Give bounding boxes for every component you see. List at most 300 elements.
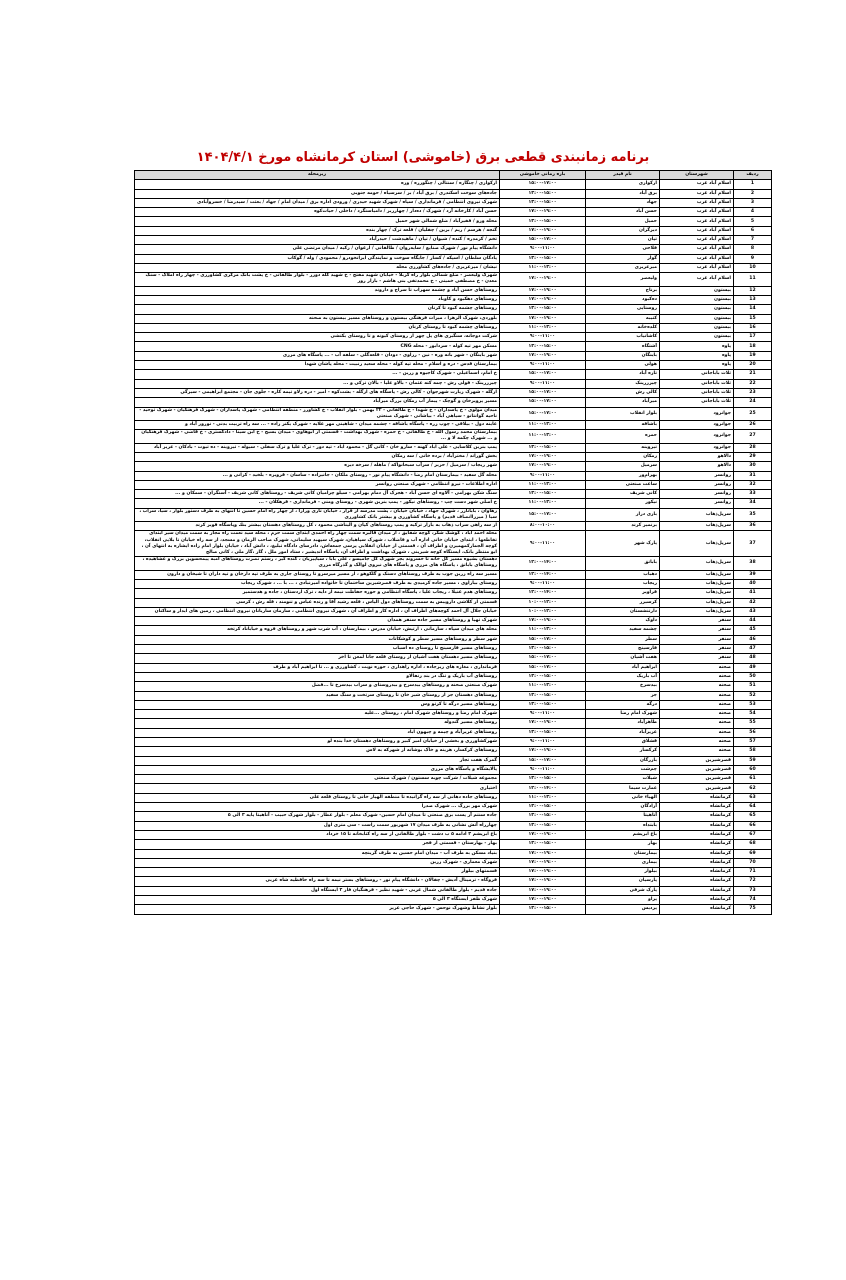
- area-cell: شهرک صنعتی صحنه و روستاهای بیدسرخ و بیدروستای و سراب بیدسرخ تا ...فضل: [135, 682, 500, 691]
- area-cell: پمپ بنزین کلاسایی - علی اباد کهنه - سارو خان - کانی گل - محمود اباد - تپه دور - ترک علیا و ترک سفلی - سیوله - تیروینه - ده تیوت - بادکان - عزیز آباد: [135, 443, 500, 452]
- row-number: 56: [734, 728, 772, 737]
- time-cell: ۱۷:۰۰-۱۹:۰۰: [500, 452, 586, 461]
- feeder-cell: عزیزآباد: [586, 728, 660, 737]
- feeder-cell: بیدسرخ: [586, 682, 660, 691]
- time-cell: ۱۳:۰۰-۱۵:۰۰: [500, 672, 586, 681]
- feeder-cell: جر: [586, 691, 660, 700]
- time-cell: ۱۲:۰۰-۱۴:۰۰: [500, 784, 586, 793]
- city-cell: جوانرود: [660, 430, 734, 443]
- table-row: [135, 840, 772, 849]
- area-cell: مسیر پرویزخان و گوچک - پیماز آب زمکان بزرگ میرآباد: [135, 398, 500, 407]
- area-cell: از سه راهی سراب ذهاب به بازار ترکیه و پمپ روستاهای کپان و الیناشی محمود ، کل روستاهای دهستان بیشتر بنك وپاسگاه قوبر کرند: [135, 522, 500, 531]
- table-row: [135, 607, 772, 616]
- area-cell: اداره اطلاعات - نیرو انتظامی - شهرک صنعتی روانسر: [135, 480, 500, 489]
- time-cell: ۱۵:۰۰-۱۷:۰۰: [500, 508, 586, 521]
- feeder-cell: ابراهیم آباد: [586, 663, 660, 672]
- row-number: 58: [734, 747, 772, 756]
- table-row: [135, 226, 772, 235]
- city-cell: اسلام آباد غرب: [660, 236, 734, 245]
- time-cell: ۱۵:۰۰-۱۷:۰۰: [500, 370, 586, 379]
- table-row: [135, 522, 772, 531]
- time-cell: ۱۳:۰۰-۱۵:۰۰: [500, 691, 586, 700]
- row-number: 14: [734, 305, 772, 314]
- table-row: [135, 443, 772, 452]
- time-cell: ۹:۰۰-۱۱:۰۰: [500, 531, 586, 557]
- row-number: 72: [734, 877, 772, 886]
- city-cell: اسلام آباد غرب: [660, 226, 734, 235]
- city-cell: بیستون: [660, 305, 734, 314]
- area-cell: روستاهای چشمه کبود تا روستای کرنان: [135, 323, 500, 332]
- city-cell: اسلام آباد غرب: [660, 254, 734, 263]
- table-row: [135, 886, 772, 895]
- time-cell: ۱۳:۰۰-۱۵:۰۰: [500, 812, 586, 821]
- table-row: [135, 877, 772, 886]
- row-number: 15: [734, 314, 772, 323]
- area-cell: تخم / کرمدره / کنده / شیوان / تپان / ماهیدشت / حیدرآباد: [135, 236, 500, 245]
- table-row: [135, 263, 772, 272]
- header-row-number: ردیف: [734, 171, 772, 180]
- table-row: [135, 398, 772, 407]
- feeder-cell: چیرزرینک: [586, 379, 660, 388]
- table-row: [135, 189, 772, 198]
- city-cell: پاوه: [660, 361, 734, 370]
- area-cell: بهار - بهارستان - قسمتی از فجر: [135, 840, 500, 849]
- time-cell: ۱۱:۰۰-۱۳:۰۰: [500, 480, 586, 489]
- table-row: [135, 342, 772, 351]
- time-cell: ۱۵:۰۰-۱۷:۰۰: [500, 756, 586, 765]
- row-number: 22: [734, 379, 772, 388]
- row-number: 41: [734, 589, 772, 598]
- city-cell: کرمانشاه: [660, 905, 734, 914]
- table-row: [135, 420, 772, 429]
- time-cell: ۱۳:۰۰-۱۵:۰۰: [500, 189, 586, 198]
- row-number: 5: [734, 217, 772, 226]
- time-cell: ۱۷:۰۰-۱۹:۰۰: [500, 830, 586, 839]
- feeder-cell: قشلاق: [586, 737, 660, 746]
- table-row: [135, 784, 772, 793]
- city-cell: صحنه: [660, 710, 734, 719]
- time-cell: ۹:۰۰-۱۱:۰۰: [500, 333, 586, 342]
- area-cell: روستاهای عزیزآباد و چیمه و چیهون اباد: [135, 728, 500, 737]
- time-cell: ۱۱:۰۰-۱۳:۰۰: [500, 323, 586, 332]
- row-number: 51: [734, 682, 772, 691]
- area-cell: روستاهای جاده دهانی ار سه راه گرانیده تا منطقه الهیار خانی تا روستای قلعه علی: [135, 793, 500, 802]
- time-cell: ۱۲:۰۰-۱۴:۰۰: [500, 570, 586, 579]
- feeder-cell: کرکسار: [586, 747, 660, 756]
- row-number: 30: [734, 462, 772, 471]
- row-number: 21: [734, 370, 772, 379]
- table-row: [135, 295, 772, 304]
- city-cell: صحنه: [660, 747, 734, 756]
- table-row: [135, 663, 772, 672]
- table-row: [135, 868, 772, 877]
- row-number: 23: [734, 388, 772, 397]
- table-row: [135, 180, 772, 189]
- feeder-cell: فارسینج: [586, 645, 660, 654]
- city-cell: کرمانشاه: [660, 840, 734, 849]
- city-cell: اسلام آباد غرب: [660, 245, 734, 254]
- time-cell: ۱۲:۰۰-۱۴:۰۰: [500, 589, 586, 598]
- city-cell: کرمانشاه: [660, 858, 734, 867]
- table-row: [135, 208, 772, 217]
- row-number: 9: [734, 254, 772, 263]
- feeder-cell: سطر: [586, 635, 660, 644]
- feeder-cell: پارک شهر: [586, 531, 660, 557]
- feeder-cell: بابتداه: [586, 821, 660, 830]
- time-cell: ۱۳:۰۰-۱۵:۰۰: [500, 821, 586, 830]
- area-cell: ازگله - شهرک زیارت شهرجوان - کالی رش - پاسگاه های ازگله - بشت‌کوه - امیر - دره زلاو تیمه کاره - جلوی جان - مجتمع ابراهیمی - سیرگی: [135, 388, 500, 397]
- city-cell: سنقر: [660, 654, 734, 663]
- area-cell: خ اصلی شهر دست چپ - روستاهای نیکور - پمپ بنزین شهری - روستای ومنی - فرمانداری - قرهکلان - ...: [135, 499, 500, 508]
- time-cell: ۱۳:۰۰-۱۵:۰۰: [500, 443, 586, 452]
- row-number: 33: [734, 490, 772, 499]
- city-cell: سرپل‌ذهاب: [660, 598, 734, 607]
- area-cell: نیشان / میرعزیزی / جاده‌های کشاورزی محله: [135, 263, 500, 272]
- table-row: [135, 499, 772, 508]
- row-number: 61: [734, 775, 772, 784]
- time-cell: ۱۳:۰۰-۱۵:۰۰: [500, 728, 586, 737]
- feeder-cell: فلاحی: [586, 245, 660, 254]
- time-cell: ۱۷:۰۰-۱۹:۰۰: [500, 719, 586, 728]
- feeder-cell: قراویز: [586, 589, 660, 598]
- city-cell: جوانرود: [660, 407, 734, 420]
- city-cell: صحنه: [660, 728, 734, 737]
- feeder-cell: ریجاب: [586, 579, 660, 588]
- feeder-cell: کالی رش: [586, 388, 660, 397]
- feeder-cell: بهار: [586, 840, 660, 849]
- row-number: 36: [734, 522, 772, 531]
- time-cell: ۸:۰۰-۱۰:۰۰: [500, 522, 586, 531]
- area-cell: بیمارستان محمد رسول الله - خ طالقانی - خ حمزه - شهرک بهداشت - قسمتی از ابوهاوی - میدان بسیج - خ ابن سینا - دادگستری - خ قاضی - شهرک فرهنگیان و ... شهرک چکمه لا و ...: [135, 430, 500, 443]
- area-cell: گمرک هفت تجار: [135, 756, 500, 765]
- feeder-cell: داوک: [586, 617, 660, 626]
- row-number: 38: [734, 557, 772, 570]
- area-cell: پالایشگاه و پاسگاه های مرزی: [135, 765, 500, 774]
- row-number: 19: [734, 351, 772, 360]
- table-row: [135, 775, 772, 784]
- area-cell: اختیاری: [135, 784, 500, 793]
- feeder-cell: ساعت صنعتی: [586, 480, 660, 489]
- header-city: شهرستان: [660, 171, 734, 180]
- row-number: 11: [734, 273, 772, 286]
- area-cell: چهارراه آتش نشانی به طرف میدان ۱۷ شهریور سمت راست - سی متری اول: [135, 821, 500, 830]
- city-cell: کرمانشاه: [660, 793, 734, 802]
- table-row: [135, 747, 772, 756]
- time-cell: ۱۱:۰۰-۱۳:۰۰: [500, 626, 586, 635]
- city-cell: جوانرود: [660, 420, 734, 429]
- feeder-cell: تازه آباد: [586, 370, 660, 379]
- table-row: [135, 803, 772, 812]
- city-cell: اسلام آباد غرب: [660, 273, 734, 286]
- area-cell: شهرکشاورزی و بخشی از خیابان امیر کبیر و روستاهای دهستان خدا بنده لو: [135, 737, 500, 746]
- feeder-cell: گوار: [586, 254, 660, 263]
- table-body: [135, 180, 772, 914]
- row-number: 17: [734, 333, 772, 342]
- outage-schedule-table: [134, 170, 772, 915]
- row-number: 55: [734, 719, 772, 728]
- area-cell: میدان مولوی - خ پاسداران - خ شهدا - خ طالقانی - ۲۲ بهمن - بلوار انقلاب - خ کشاورز - منطقه انتظامی - شهرک پاسداران - شهرک فرهنگیان - شهرک توحید - ناحیه گوانتانو - سیاهی آباد - بیاشانی - شهرک صنعتی: [135, 407, 500, 420]
- city-cell: صحنه: [660, 691, 734, 700]
- table-row: [135, 793, 772, 802]
- table-row: [135, 379, 772, 388]
- time-cell: ۱۵:۰۰-۱۷:۰۰: [500, 236, 586, 245]
- city-cell: ثلاث باباجانی: [660, 398, 734, 407]
- feeder-cell: ارکوازی: [586, 180, 660, 189]
- row-number: 47: [734, 645, 772, 654]
- row-number: 4: [734, 208, 772, 217]
- feeder-cell: دارتنشستان: [586, 607, 660, 616]
- table-row: [135, 756, 772, 765]
- table-row: [135, 490, 772, 499]
- feeder-cell: کتیبه: [586, 314, 660, 323]
- row-number: 18: [734, 342, 772, 351]
- city-cell: بیستون: [660, 286, 734, 295]
- city-cell: سرپل‌ذهاب: [660, 570, 734, 579]
- table-row: [135, 333, 772, 342]
- table-row: [135, 849, 772, 858]
- table-row: [135, 557, 772, 570]
- time-cell: ۹:۰۰-۱۱:۰۰: [500, 737, 586, 746]
- row-number: 52: [734, 691, 772, 700]
- row-number: 66: [734, 821, 772, 830]
- feeder-cell: ده‌کبود: [586, 295, 660, 304]
- feeder-cell: باشاقه: [586, 420, 660, 429]
- time-cell: ۱۷:۰۰-۱۹:۰۰: [500, 351, 586, 360]
- city-cell: کرمانشاه: [660, 849, 734, 858]
- area-cell: مسیر سه راه زرین جوب به طرف روستاهای دستک و گلکوهو ، از مسیر میرسرو تا روستای جاری به طرف تپه دارخان و تپه داران تا شیخان و دارون: [135, 570, 500, 579]
- area-cell: ارکوازی / چنگاره / سنتالی / چنگوزره / وزه: [135, 180, 500, 189]
- time-cell: ۱۷:۰۰-۱۹:۰۰: [500, 462, 586, 471]
- time-cell: ۱۷:۰۰-۱۹:۰۰: [500, 295, 586, 304]
- area-cell: روستاهای حسن آباد و چشمه سهراب تا سراج و داروند: [135, 286, 500, 295]
- time-cell: ۱۳:۰۰-۱۵:۰۰: [500, 342, 586, 351]
- city-cell: سنقر: [660, 617, 734, 626]
- feeder-cell: جهاد: [586, 198, 660, 207]
- feeder-cell: عمارت سیما: [586, 784, 660, 793]
- table-row: [135, 617, 772, 626]
- area-cell: روستاهای هدم غنیلا ، ریجاب علیا ، پاسگاه انتظامی و حوزه حفاظت نیمه از دایه ، ترک اردستان ، جاده و هدستمیر: [135, 589, 500, 598]
- row-number: 62: [734, 784, 772, 793]
- feeder-cell: بهرام‌ور: [586, 471, 660, 480]
- row-number: 63: [734, 793, 772, 802]
- row-number: 29: [734, 452, 772, 461]
- area-cell: روستاهای چشمه کبود تا کرنان: [135, 305, 500, 314]
- city-cell: بیستون: [660, 333, 734, 342]
- area-cell: شهرک ظفر ایستگاه ۳ الی ۵: [135, 896, 500, 905]
- city-cell: بیستون: [660, 314, 734, 323]
- table-row: [135, 388, 772, 397]
- time-cell: ۱۷:۰۰-۱۹:۰۰: [500, 286, 586, 295]
- time-cell: ۱۳:۰۰-۱۵:۰۰: [500, 254, 586, 263]
- feeder-cell: هفت آشیان: [586, 654, 660, 663]
- feeder-cell: بیماری: [586, 858, 660, 867]
- table-row: [135, 273, 772, 286]
- time-cell: ۱۷:۰۰-۱۹:۰۰: [500, 877, 586, 886]
- area-cell: شهرک تهیا و روستاهای مسیر جاده سنقر همدان: [135, 617, 500, 626]
- area-cell: فرمانداری ، مغازه های زیرجاده ، اداره راهداری ، حوزه نوبت ، کشاورزی و ... تا ابراهیم آباد و طرف: [135, 663, 500, 672]
- row-number: 42: [734, 598, 772, 607]
- city-cell: روانسر: [660, 499, 734, 508]
- feeder-cell: آشتگاه: [586, 342, 660, 351]
- row-number: 46: [734, 635, 772, 644]
- time-cell: ۱۷:۰۰-۱۹:۰۰: [500, 747, 586, 756]
- city-cell: روانسر: [660, 480, 734, 489]
- table-row: [135, 896, 772, 905]
- table-row: [135, 351, 772, 360]
- feeder-cell: باباتق: [586, 557, 660, 570]
- time-cell: ۱۱:۰۰-۱۳:۰۰: [500, 499, 586, 508]
- feeder-cell: هولی: [586, 361, 660, 370]
- feeder-cell: باینگان: [586, 351, 660, 360]
- row-number: 34: [734, 499, 772, 508]
- time-cell: ۱۳:۰۰-۱۵:۰۰: [500, 490, 586, 499]
- table-row: [135, 245, 772, 254]
- city-cell: سرپل‌ذهاب: [660, 579, 734, 588]
- city-cell: کرمانشاه: [660, 896, 734, 905]
- table-row: [135, 462, 772, 471]
- area-cell: روستاهای مسیر درگه تا کرتو وس: [135, 700, 500, 709]
- row-number: 75: [734, 905, 772, 914]
- feeder-cell: دهباب: [586, 570, 660, 579]
- time-cell: ۹:۰۰-۱۱:۰۰: [500, 379, 586, 388]
- header-area: زیرمحله: [135, 171, 500, 180]
- city-cell: اسلام آباد غرب: [660, 263, 734, 272]
- area-cell: بلوردی، شهرک الزهرا ، میراث فرهنگی بیستون و روستاهای مسیر بیستون به صحنه: [135, 314, 500, 323]
- feeder-cell: زمکان: [586, 452, 660, 461]
- feeder-cell: طاهرآباد: [586, 719, 660, 728]
- area-cell: دانشگاه پیام نور / شهرک صنایع / سایه‌روان / طالقانی / ارغوان / زکیه / میدان مرتضی علی: [135, 245, 500, 254]
- table-row: [135, 452, 772, 461]
- row-number: 59: [734, 756, 772, 765]
- area-cell: روستاهای دهکبود و کاوباد: [135, 295, 500, 304]
- city-cell: کرمانشاه: [660, 803, 734, 812]
- time-cell: ۹:۰۰-۱۱:۰۰: [500, 710, 586, 719]
- row-number: 45: [734, 626, 772, 635]
- feeder-cell: شیلات: [586, 775, 660, 784]
- time-cell: ۱۰:۰۰-۱۲:۰۰: [500, 607, 586, 616]
- area-cell: روستاهای مسیر دهستان هفت آشیان از روستای قلعه جانا لمعن تا اخر: [135, 654, 500, 663]
- feeder-cell: میرآباد: [586, 398, 660, 407]
- city-cell: کرمانشاه: [660, 812, 734, 821]
- feeder-cell: برناج: [586, 286, 660, 295]
- time-cell: ۱۵:۰۰-۱۷:۰۰: [500, 654, 586, 663]
- city-cell: قصرشیرین: [660, 765, 734, 774]
- city-cell: اسلام آباد غرب: [660, 189, 734, 198]
- table-row: [135, 626, 772, 635]
- time-cell: ۱۷:۰۰-۱۹:۰۰: [500, 849, 586, 858]
- feeder-cell: کاشانیاب: [586, 333, 660, 342]
- time-cell: ۱۱:۰۰-۱۳:۰۰: [500, 420, 586, 429]
- table-row: [135, 719, 772, 728]
- city-cell: سنقر: [660, 645, 734, 654]
- feeder-cell: آزادگان: [586, 803, 660, 812]
- area-cell: شهرک امام رضا و روستاهای شهرک امام ، روستای ...علیه: [135, 710, 500, 719]
- feeder-cell: پارک شرقی: [586, 886, 660, 895]
- table-row: [135, 691, 772, 700]
- feeder-cell: روستایی: [586, 305, 660, 314]
- row-number: 44: [734, 617, 772, 626]
- table-row: [135, 654, 772, 663]
- feeder-cell: کرسیرز: [586, 598, 660, 607]
- feeder-cell: برق آباد: [586, 189, 660, 198]
- area-cell: شهر سطر و روستاهای مسیر سطر و کوشکانات: [135, 635, 500, 644]
- feeder-cell: کلده‌خانه: [586, 323, 660, 332]
- row-number: 74: [734, 896, 772, 905]
- area-cell: بیمارستان قدس - دره و اسلام - محله تپه کوله - محله سعید زنبیت - محله پاشان شهدا: [135, 361, 500, 370]
- row-number: 16: [734, 323, 772, 332]
- table-row: [135, 217, 772, 226]
- row-number: 1: [734, 180, 772, 189]
- row-number: 12: [734, 286, 772, 295]
- feeder-cell: دیزگران: [586, 226, 660, 235]
- table-row: [135, 430, 772, 443]
- feeder-cell: حسن آباد: [586, 208, 660, 217]
- time-cell: ۱۳:۰۰-۱۵:۰۰: [500, 645, 586, 654]
- row-number: 53: [734, 700, 772, 709]
- table-row: [135, 598, 772, 607]
- city-cell: کرمانشاه: [660, 830, 734, 839]
- feeder-cell: حمیل: [586, 217, 660, 226]
- table-row: [135, 700, 772, 709]
- area-cell: روستاهای آب باریک و تنگ در بند زنفالاو: [135, 672, 500, 681]
- row-number: 43: [734, 607, 772, 616]
- row-number: 40: [734, 579, 772, 588]
- row-number: 8: [734, 245, 772, 254]
- row-number: 10: [734, 263, 772, 272]
- city-cell: اسلام آباد غرب: [660, 217, 734, 226]
- time-cell: ۹:۰۰-۱۱:۰۰: [500, 765, 586, 774]
- area-cell: شرکت دوجانه، سنگبری های پل چهر از روستای کیونه و تا روستای بکتشی: [135, 333, 500, 342]
- city-cell: سرپل‌ذهاب: [660, 508, 734, 521]
- table-row: [135, 286, 772, 295]
- table-row: [135, 905, 772, 914]
- area-cell: حسن آباد / کارخانه آرد / شهرک / ده‌دار / چهارزبر / دامیاسنگرد / داخلی / حیات‌کوه: [135, 208, 500, 217]
- row-number: 31: [734, 471, 772, 480]
- area-cell: قسمتهای بیلوار: [135, 868, 500, 877]
- row-number: 64: [734, 803, 772, 812]
- feeder-cell: میرعزیزی: [586, 263, 660, 272]
- time-cell: ۱۳:۰۰-۱۵:۰۰: [500, 198, 586, 207]
- area-cell: جاده‌های سوخت اسکندری / برق آباد / بر / سرسیاه / حومه جنوبی: [135, 189, 500, 198]
- table-row: [135, 254, 772, 263]
- city-cell: پاوه: [660, 342, 734, 351]
- feeder-cell: چشمه سفید: [586, 626, 660, 635]
- city-cell: سرپل‌ذهاب: [660, 607, 734, 616]
- time-cell: ۱۵:۰۰-۱۷:۰۰: [500, 180, 586, 189]
- city-cell: پاوه: [660, 351, 734, 360]
- feeder-cell: پراو: [586, 896, 660, 905]
- time-cell: ۱۵:۰۰-۱۷:۰۰: [500, 388, 586, 397]
- city-cell: سنقر: [660, 635, 734, 644]
- row-number: 20: [734, 361, 772, 370]
- table-row: [135, 821, 772, 830]
- feeder-cell: سرمیل: [586, 462, 660, 471]
- table-row: [135, 728, 772, 737]
- area-cell: سنگ شکن بهرامی - آلاوه ای حسن آباد - هجرک آل دمام بهرامی - سیلو چرامیان کانی شریف - روستاهای کانی شریف - آسنگران - سمکان و ...: [135, 490, 500, 499]
- city-cell: صحنه: [660, 672, 734, 681]
- city-cell: روانسر: [660, 490, 734, 499]
- city-cell: کرمانشاه: [660, 877, 734, 886]
- time-cell: ۹:۰۰-۱۱:۰۰: [500, 361, 586, 370]
- area-cell: دهستان بشیوه مسیر کل خانه تا خسروند بجز شهرک گل جامیسو ، علی بابا ، سیاپیریان ، گنده گیر ، رستم نصرت روستاهای آمبه پیمحسوین بزرگ و عشاهیده ، روستاهای باباتق ، پاسگاه های مرزی و پاسگاه های نیروی لوالک و گذرگاه مرزی: [135, 557, 500, 570]
- feeder-cell: باغ ابریشم: [586, 830, 660, 839]
- table-row: [135, 570, 772, 579]
- row-number: 7: [734, 236, 772, 245]
- feeder-cell: آناهیتا: [586, 812, 660, 821]
- time-cell: ۱۱:۰۰-۱۳:۰۰: [500, 793, 586, 802]
- feeder-cell: بیمارستان: [586, 849, 660, 858]
- row-number: 73: [734, 886, 772, 895]
